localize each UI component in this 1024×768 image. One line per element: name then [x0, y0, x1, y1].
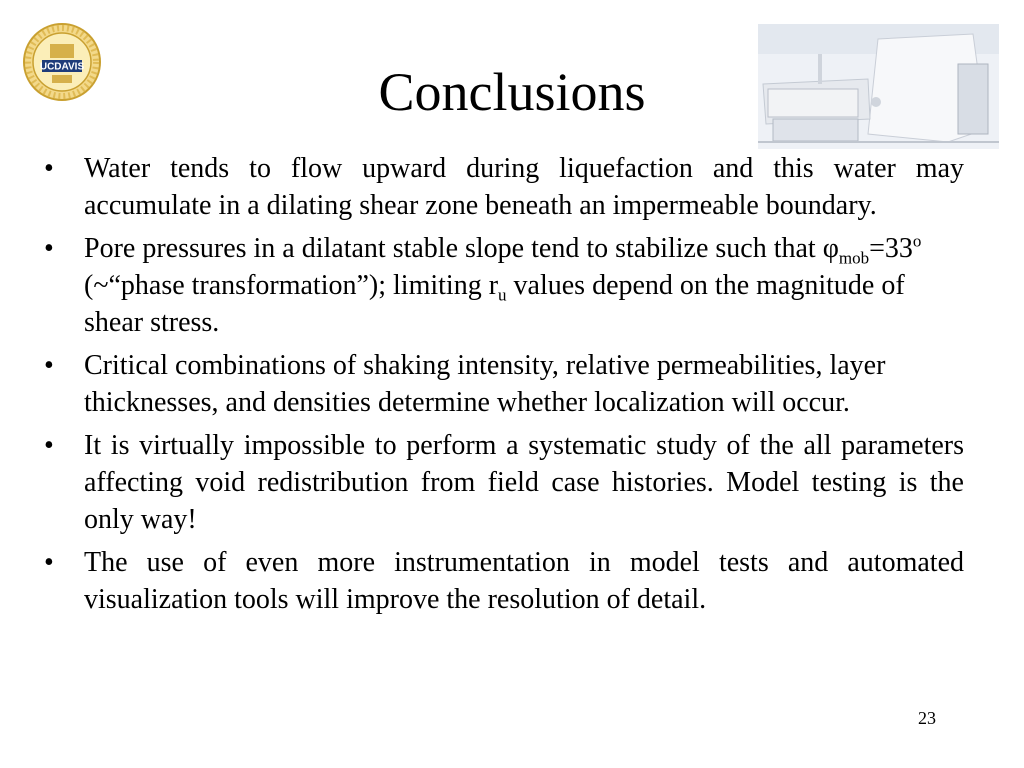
bullet-text-part: =33: [869, 233, 913, 264]
bullet-marker: •: [44, 547, 54, 578]
bullet-item: [44, 230, 964, 341]
bullet-marker: •: [44, 350, 54, 381]
slide-title: Conclusions: [378, 62, 646, 122]
bullet-text: [84, 233, 921, 338]
bullet-text-part: values depend on the magnitude of shear stress.: [84, 270, 905, 338]
bullet-marker: •: [44, 430, 54, 461]
bullet-text: It is virtually impossible to perform a systematic study of the all parameters affecting void redistribution from field case histories. Model testing is the only way!: [84, 430, 964, 535]
phi-subscript: mob: [838, 248, 870, 268]
bullet-item: [44, 544, 964, 618]
phi-symbol: φ: [822, 233, 839, 264]
page-number: 23: [918, 708, 936, 728]
bullet-text-part: (~“phase transformation”); limiting r: [84, 270, 499, 301]
degree-superscript: o: [912, 231, 922, 251]
bullet-text-part: Pore pressures in a dilatant stable slope tend to stabilize such that: [84, 233, 823, 264]
bullet-text: The use of even more instrumentation in model tests and automated visualization tools will improve the resolution of detail.: [84, 547, 964, 615]
bullet-item: [44, 427, 964, 538]
bullet-marker: •: [44, 233, 54, 264]
bullet-marker: •: [44, 153, 54, 184]
bullet-list: [44, 150, 964, 624]
bullet-item: [44, 347, 964, 421]
bullet-item: [44, 150, 964, 224]
svg-text:UCDAVIS: UCDAVIS: [39, 61, 85, 73]
bullet-text: Water tends to flow upward during liquefaction and this water may accumulate in a dilating shear zone beneath an impermeable boundary.: [84, 153, 964, 221]
r-subscript: u: [498, 285, 507, 305]
bullet-text: Critical combinations of shaking intensity, relative permeabilities, layer thicknesses, and densities determine whether localization will occur.: [84, 350, 886, 418]
